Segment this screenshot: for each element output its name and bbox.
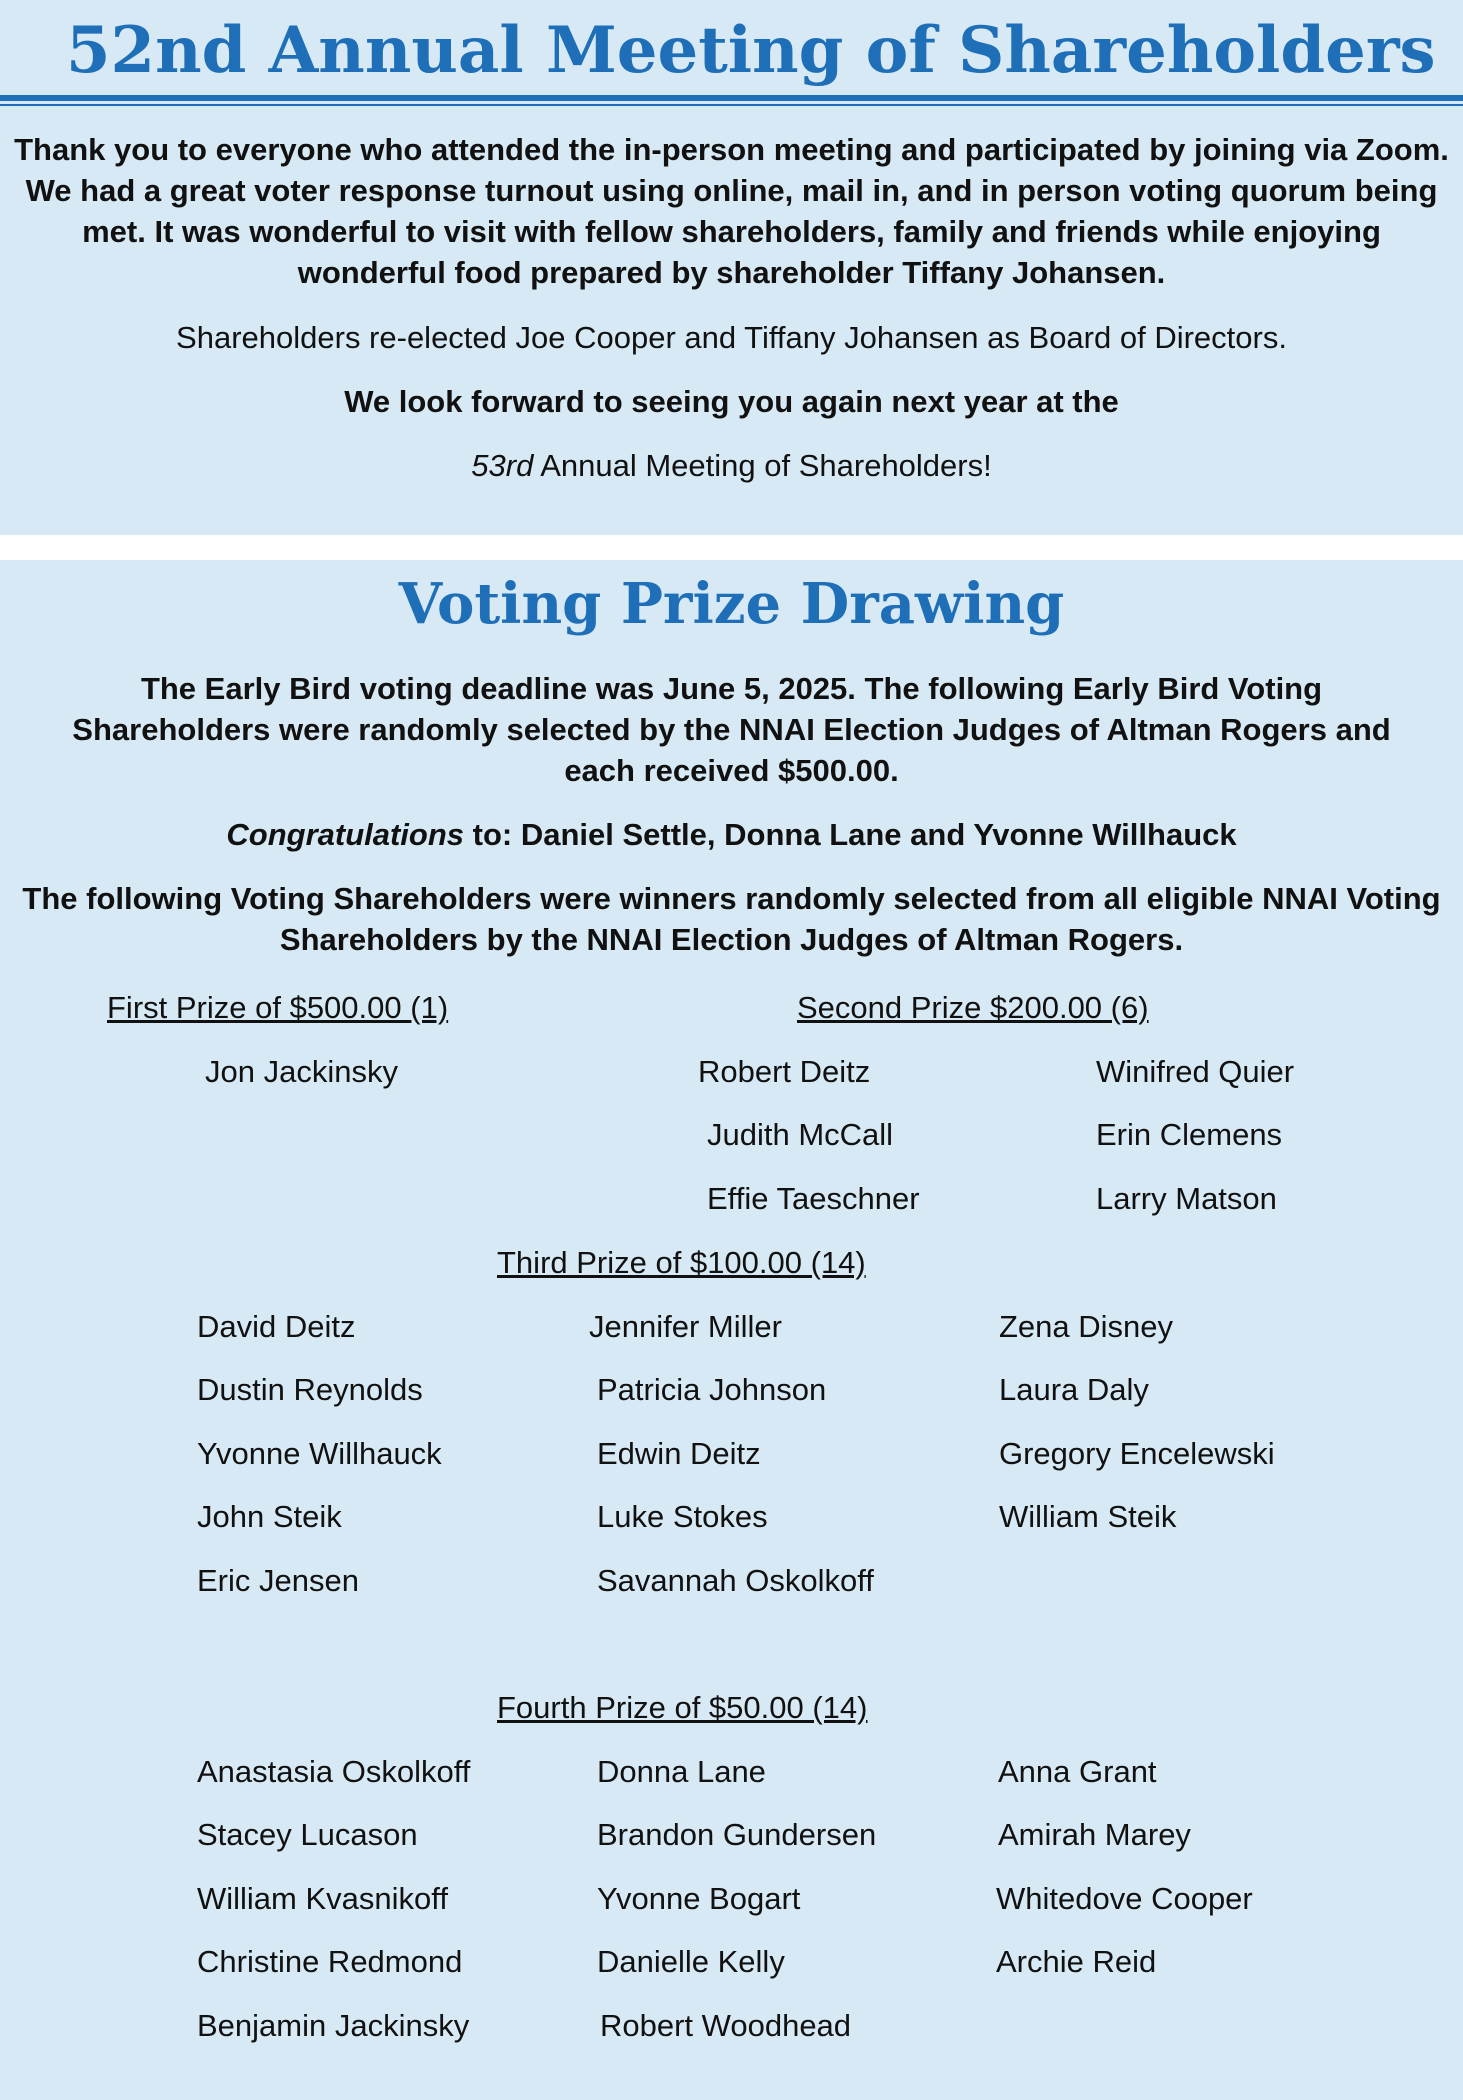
drawing-title: Voting Prize Drawing [398,571,1065,637]
prize-winner-name: William Steik [999,1499,1177,1534]
prize-winner-name: Brandon Gundersen [597,1817,877,1852]
prize-winner-name: David Deitz [197,1309,356,1344]
prize-winner-name: Zena Disney [999,1309,1174,1344]
congratulations-text [0,814,1463,855]
prize-winner-name: Danielle Kelly [597,1944,785,1979]
next-meeting-rest: Annual Meeting of Shareholders! [533,448,992,483]
winners-intro-paragraph: The following Voting Shareholders were winners randomly selected from all eligible NNAI Voting Shareholders by the NNAI Election Judges of Altman Rogers. [22,881,1441,957]
prize-winner-name: Stacey Lucason [197,1817,418,1852]
prize-winner-name: Jon Jackinsky [205,1054,398,1089]
prize-winner-name: Patricia Johnson [597,1372,827,1407]
prize-winner-name: Benjamin Jackinsky [197,2008,470,2043]
look-forward-text: We look forward to seeing you again next year at the [344,384,1119,419]
prize-winner-name: Robert Deitz [698,1054,871,1089]
prize-winner-name: Luke Stokes [597,1499,768,1534]
early-bird-paragraph: The Early Bird voting deadline was June 5, 2025. The following Early Bird Voting Shareholders were randomly selected by the NNAI Election Judges of Altman Rogers and each received $500.00. [72,671,1391,788]
prize-winner-name: Jennifer Miller [589,1309,782,1344]
next-meeting-text [0,445,1463,486]
prize-winner-name: Yvonne Willhauck [197,1436,442,1471]
prize-winner-name: Yvonne Bogart [597,1881,801,1916]
prize-winner-name: Erin Clemens [1096,1117,1283,1152]
prize-winner-name: Judith McCall [707,1117,894,1152]
prize-winner-name: Donna Lane [597,1754,766,1789]
congratulations-label: Congratulations [226,817,465,852]
prize-winner-name: Anastasia Oskolkoff [197,1754,471,1789]
next-meeting-ordinal: 53rd [471,448,534,483]
prize-winner-name: Archie Reid [996,1944,1157,1979]
title-rule-thin [0,104,1463,106]
meeting-title: 52nd Annual Meeting of Shareholders [66,13,1436,88]
prize-winner-name: Anna Grant [998,1754,1157,1789]
prize-winner-name: Edwin Deitz [597,1436,761,1471]
prize-winner-name: Larry Matson [1096,1181,1277,1216]
fourth-prize-heading: Fourth Prize of $50.00 (14) [497,1690,868,1725]
title-rule-thick [0,95,1463,101]
prize-winner-name: Whitedove Cooper [996,1881,1253,1916]
thank-you-paragraph: Thank you to everyone who attended the in-person meeting and participated by joining via Zoom. We had a great voter response turnout using online, mail in, and in person voting quorum being met. It was wonderful to visit with fellow shareholders, family and friends while enjoying wonderful food prepared by shareholder Tiffany Johansen. [14,132,1449,290]
reelected-text: Shareholders re-elected Joe Cooper and Tiffany Johansen as Board of Directors. [176,320,1287,355]
prize-winner-name: Effie Taeschner [707,1181,920,1216]
prize-winner-name: Winifred Quier [1096,1054,1295,1089]
prize-winner-name: William Kvasnikoff [197,1881,448,1916]
congratulations-names: to: Daniel Settle, Donna Lane and Yvonne Willhauck [464,817,1237,852]
prize-winner-name: Christine Redmond [197,1944,463,1979]
prize-winner-name: Eric Jensen [197,1563,359,1598]
prize-winner-name: Savannah Oskolkoff [597,1563,874,1598]
prize-winner-name: Laura Daly [999,1372,1149,1407]
prize-winner-name: Amirah Marey [998,1817,1191,1852]
third-prize-heading: Third Prize of $100.00 (14) [497,1245,866,1280]
prize-winner-name: Robert Woodhead [600,2008,852,2043]
prize-winner-name: Dustin Reynolds [197,1372,423,1407]
prize-winner-name: Gregory Encelewski [999,1436,1275,1471]
prize-winner-name: John Steik [197,1499,342,1534]
first-prize-heading: First Prize of $500.00 (1) [107,990,449,1025]
second-prize-heading: Second Prize $200.00 (6) [797,990,1149,1025]
